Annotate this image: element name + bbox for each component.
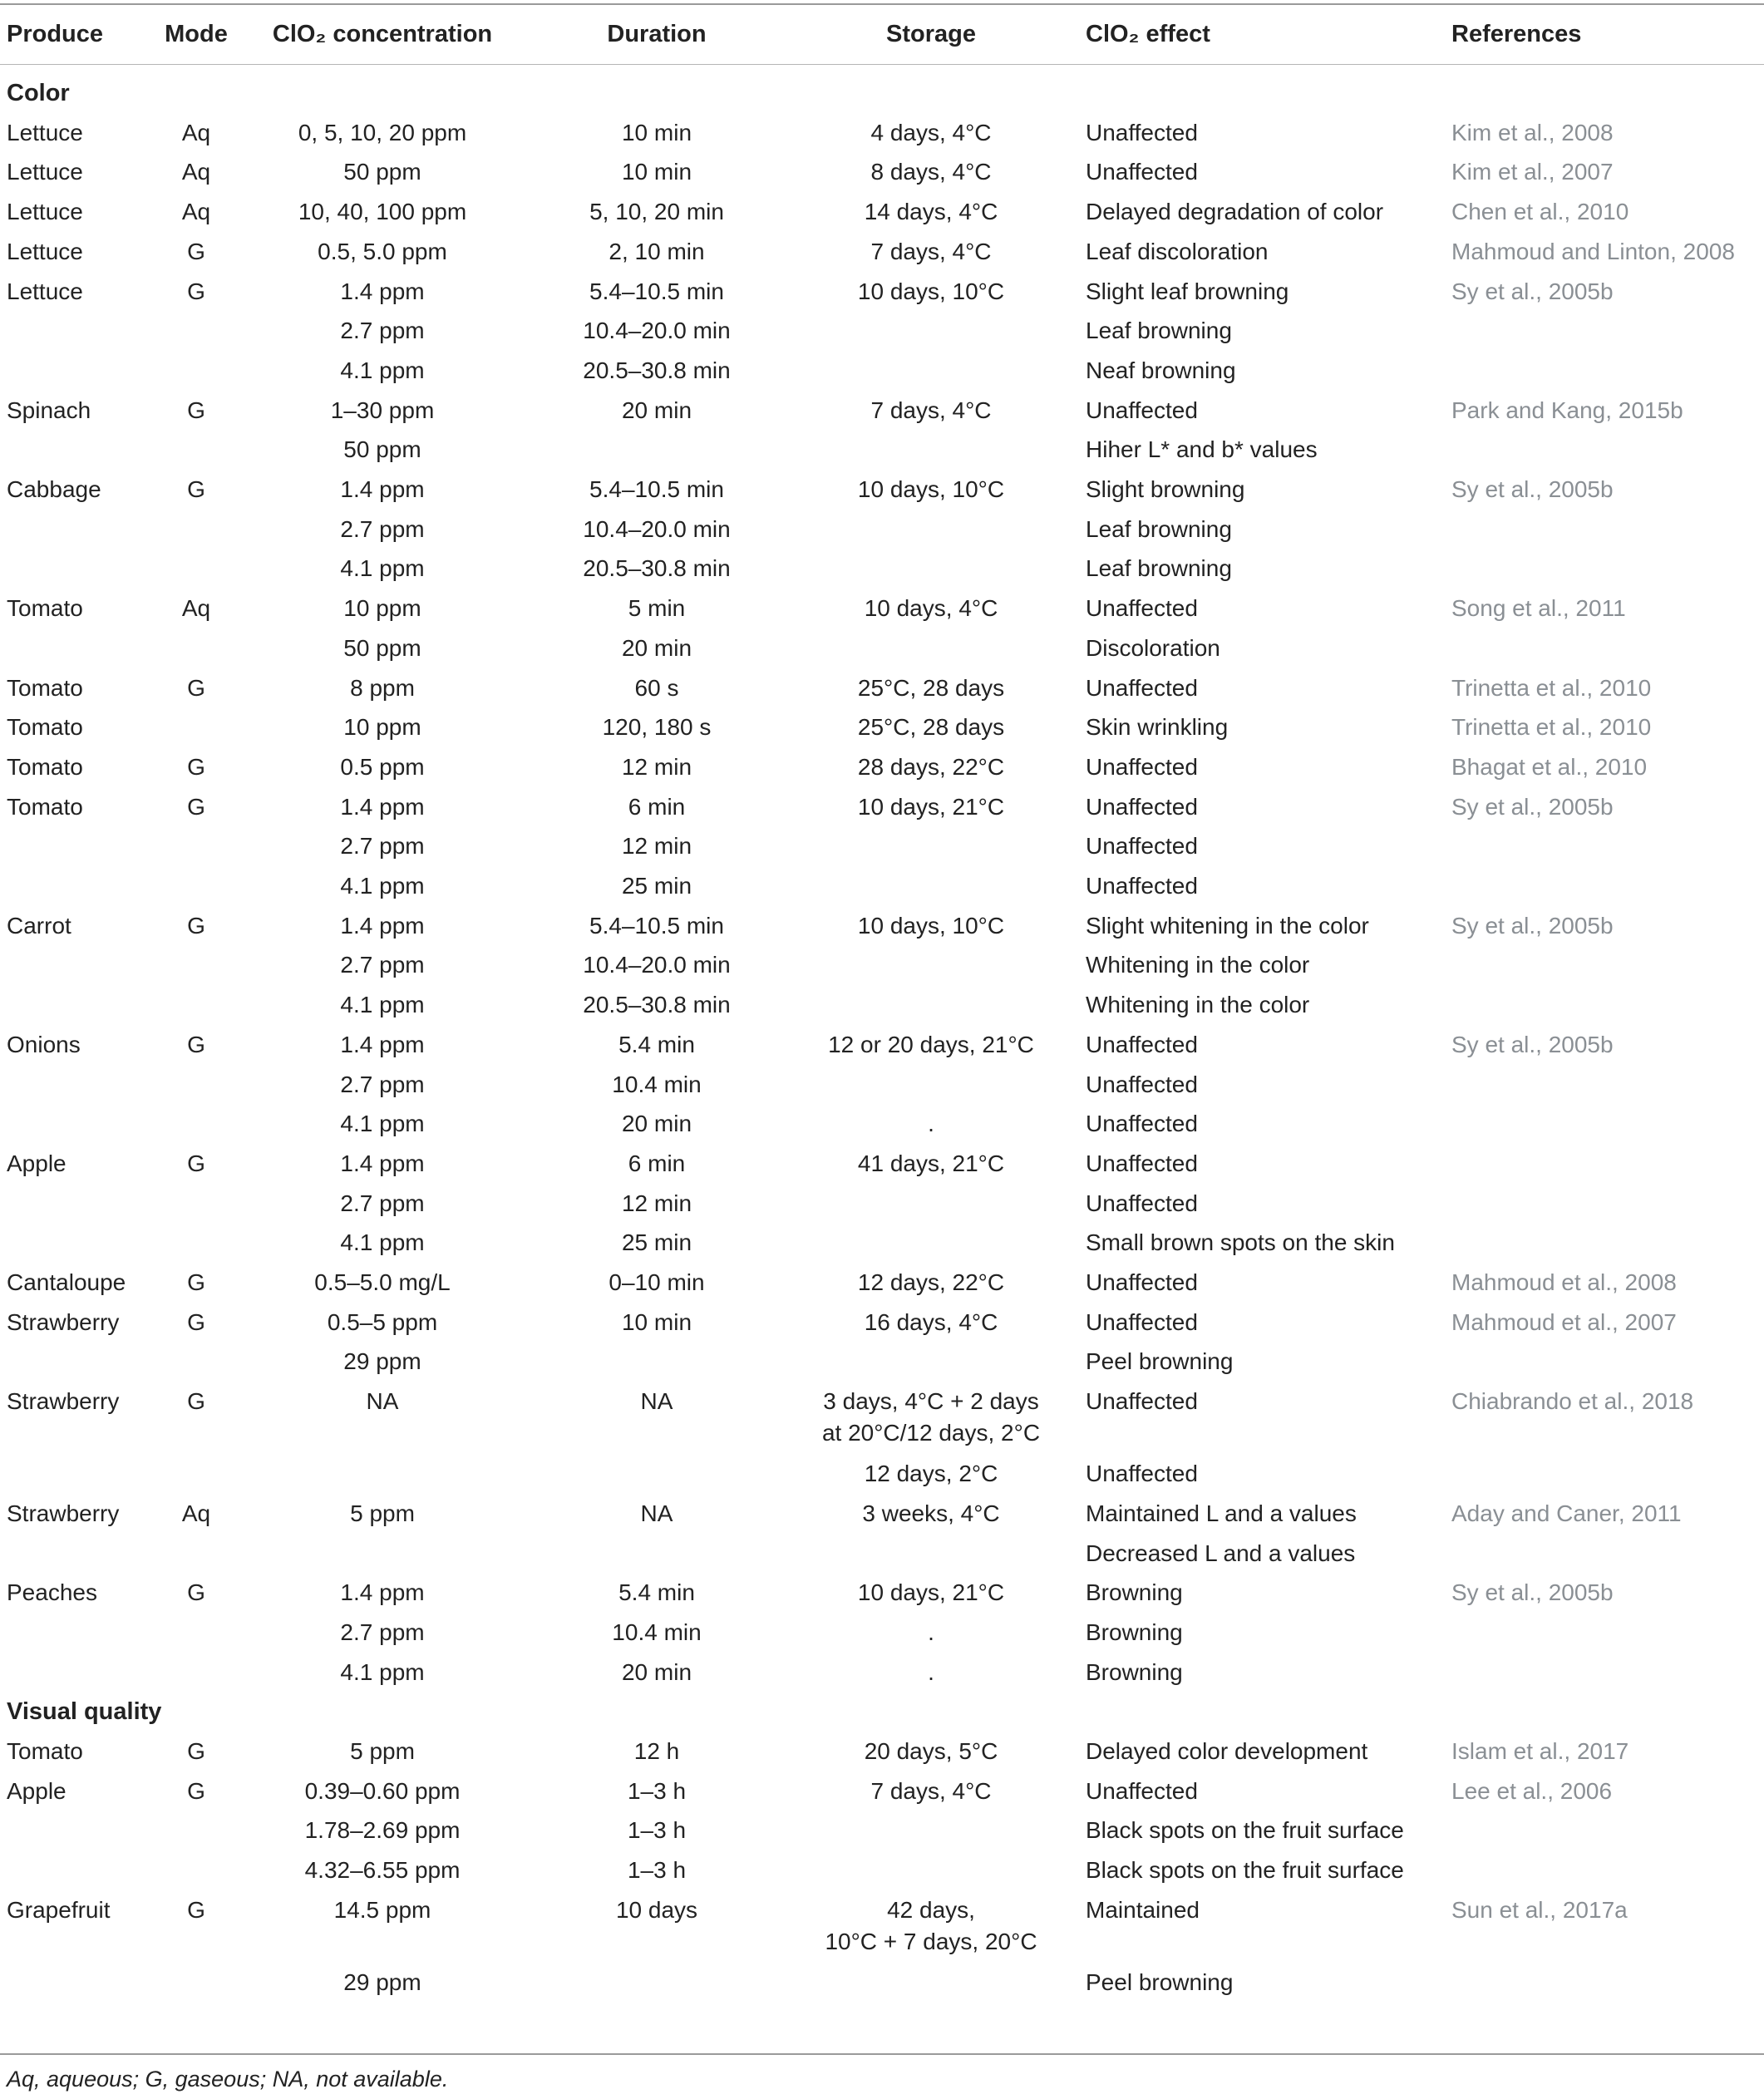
effect-cell: Unaffected: [1086, 1150, 1198, 1176]
produce-cell: Tomato: [7, 1738, 83, 1764]
effect-cell: Black spots on the fruit surface: [1086, 1817, 1404, 1844]
effect-cell: Unaffected: [1086, 1269, 1198, 1295]
produce-cell: Carrot: [7, 912, 71, 939]
effect-cell: Discoloration: [1086, 634, 1220, 661]
produce-cell: Lettuce: [7, 159, 83, 185]
produce-cell: Lettuce: [7, 278, 83, 304]
reference-cell: Kim et al., 2008: [1451, 119, 1614, 145]
reference-cell: Kim et al., 2007: [1451, 159, 1614, 185]
effect-cell: Decreased L and a values: [1086, 1540, 1356, 1566]
effect-cell: Unaffected: [1086, 1190, 1198, 1216]
reference-cell: Trinetta et al., 2010: [1451, 714, 1652, 741]
effect-cell: Slight whitening in the color: [1086, 912, 1369, 939]
produce-cell: Strawberry: [7, 1500, 120, 1526]
produce-cell: Tomato: [7, 793, 83, 820]
section-title: Visual quality: [7, 1698, 162, 1726]
effect-cell: Unaffected: [1086, 1071, 1198, 1097]
reference-cell: Park and Kang, 2015b: [1451, 397, 1683, 423]
produce-cell: Apple: [7, 1777, 67, 1804]
header-effect: ClO₂ effect: [1086, 21, 1210, 47]
effect-cell: Whitening in the color: [1086, 992, 1310, 1018]
effect-cell: Leaf browning: [1086, 515, 1232, 542]
reference-cell: Sy et al., 2005b: [1451, 278, 1614, 304]
effect-cell: Leaf discoloration: [1086, 238, 1269, 264]
effect-cell: Browning: [1086, 1658, 1183, 1685]
reference-cell: Sy et al., 2005b: [1451, 793, 1614, 820]
reference-cell: Sy et al., 2005b: [1451, 1579, 1614, 1606]
effect-cell: Slight browning: [1086, 476, 1245, 502]
effect-cell: Unaffected: [1086, 119, 1198, 145]
produce-cell: Grapefruit: [7, 1896, 111, 1923]
effect-cell: Unaffected: [1086, 1388, 1198, 1415]
effect-cell: Unaffected: [1086, 1461, 1198, 1487]
effect-cell: Maintained L and a values: [1086, 1500, 1357, 1526]
produce-cell: Cantaloupe: [7, 1269, 126, 1295]
produce-cell: Lettuce: [7, 238, 83, 264]
reference-cell: Trinetta et al., 2010: [1451, 674, 1652, 701]
produce-cell: Tomato: [7, 674, 83, 701]
effect-cell: Peel browning: [1086, 1348, 1234, 1375]
effect-cell: Delayed color development: [1086, 1738, 1368, 1764]
header-produce: Produce: [7, 21, 104, 47]
produce-cell: Tomato: [7, 595, 83, 622]
effect-cell: Unaffected: [1086, 1031, 1198, 1057]
reference-cell: Sy et al., 2005b: [1451, 912, 1614, 939]
produce-cell: Tomato: [7, 714, 83, 741]
reference-cell: Mahmoud et al., 2008: [1451, 1269, 1677, 1295]
effect-cell: Unaffected: [1086, 1777, 1198, 1804]
effect-cell: Whitening in the color: [1086, 952, 1310, 978]
effect-cell: Unaffected: [1086, 753, 1198, 780]
effect-cell: Unaffected: [1086, 159, 1198, 185]
effect-cell: Slight leaf browning: [1086, 278, 1289, 304]
effect-cell: Unaffected: [1086, 793, 1198, 820]
effect-cell: Hiher L* and b* values: [1086, 436, 1318, 463]
effect-cell: Unaffected: [1086, 595, 1198, 622]
effect-cell: Black spots on the fruit surface: [1086, 1857, 1404, 1884]
reference-cell: Aday and Caner, 2011: [1451, 1500, 1682, 1526]
produce-cell: Tomato: [7, 753, 83, 780]
effect-cell: Unaffected: [1086, 873, 1198, 899]
produce-cell: Spinach: [7, 397, 91, 423]
reference-cell: Chen et al., 2010: [1451, 199, 1629, 225]
effect-cell: Leaf browning: [1086, 555, 1232, 582]
reference-cell: Lee et al., 2006: [1451, 1777, 1613, 1804]
section-title: Color: [7, 80, 70, 106]
reference-cell: Mahmoud et al., 2007: [1451, 1308, 1677, 1335]
effect-cell: Peel browning: [1086, 1968, 1234, 1995]
effect-cell: Browning: [1086, 1579, 1183, 1606]
effect-cell: Neaf browning: [1086, 357, 1236, 383]
top-rule: [0, 3, 1764, 5]
reference-cell: Sy et al., 2005b: [1451, 476, 1614, 502]
effect-cell: Unaffected: [1086, 674, 1198, 701]
reference-cell: Sy et al., 2005b: [1451, 1031, 1614, 1057]
effect-cell: Unaffected: [1086, 1111, 1198, 1137]
effect-cell: Unaffected: [1086, 833, 1198, 860]
produce-cell: Lettuce: [7, 119, 83, 145]
produce-cell: Lettuce: [7, 199, 83, 225]
effect-cell: Skin wrinkling: [1086, 714, 1229, 741]
effect-cell: Unaffected: [1086, 397, 1198, 423]
reference-cell: Islam et al., 2017: [1451, 1738, 1629, 1764]
effect-cell: Delayed degradation of color: [1086, 199, 1384, 225]
produce-cell: Apple: [7, 1150, 67, 1176]
effect-cell: Browning: [1086, 1619, 1183, 1645]
reference-cell: Mahmoud and Linton, 2008: [1451, 238, 1735, 264]
reference-cell: Sun et al., 2017a: [1451, 1896, 1628, 1923]
bottom-rule: [0, 2053, 1764, 2055]
reference-cell: Song et al., 2011: [1451, 595, 1626, 622]
reference-cell: Bhagat et al., 2010: [1451, 753, 1648, 780]
effect-cell: Unaffected: [1086, 1308, 1198, 1335]
table-footnote: Aq, aqueous; G, gaseous; NA, not available.: [7, 2067, 449, 2092]
produce-cell: Onions: [7, 1031, 81, 1057]
produce-cell: Cabbage: [7, 476, 101, 502]
produce-cell: Peaches: [7, 1579, 97, 1606]
header-rule: [0, 64, 1764, 65]
effect-cell: Leaf browning: [1086, 318, 1232, 344]
produce-cell: Strawberry: [7, 1388, 120, 1415]
effect-cell: Small brown spots on the skin: [1086, 1229, 1395, 1256]
header-references: References: [1451, 21, 1582, 47]
reference-cell: Chiabrando et al., 2018: [1451, 1388, 1694, 1415]
effect-cell: Maintained: [1086, 1896, 1200, 1923]
produce-cell: Strawberry: [7, 1308, 120, 1335]
